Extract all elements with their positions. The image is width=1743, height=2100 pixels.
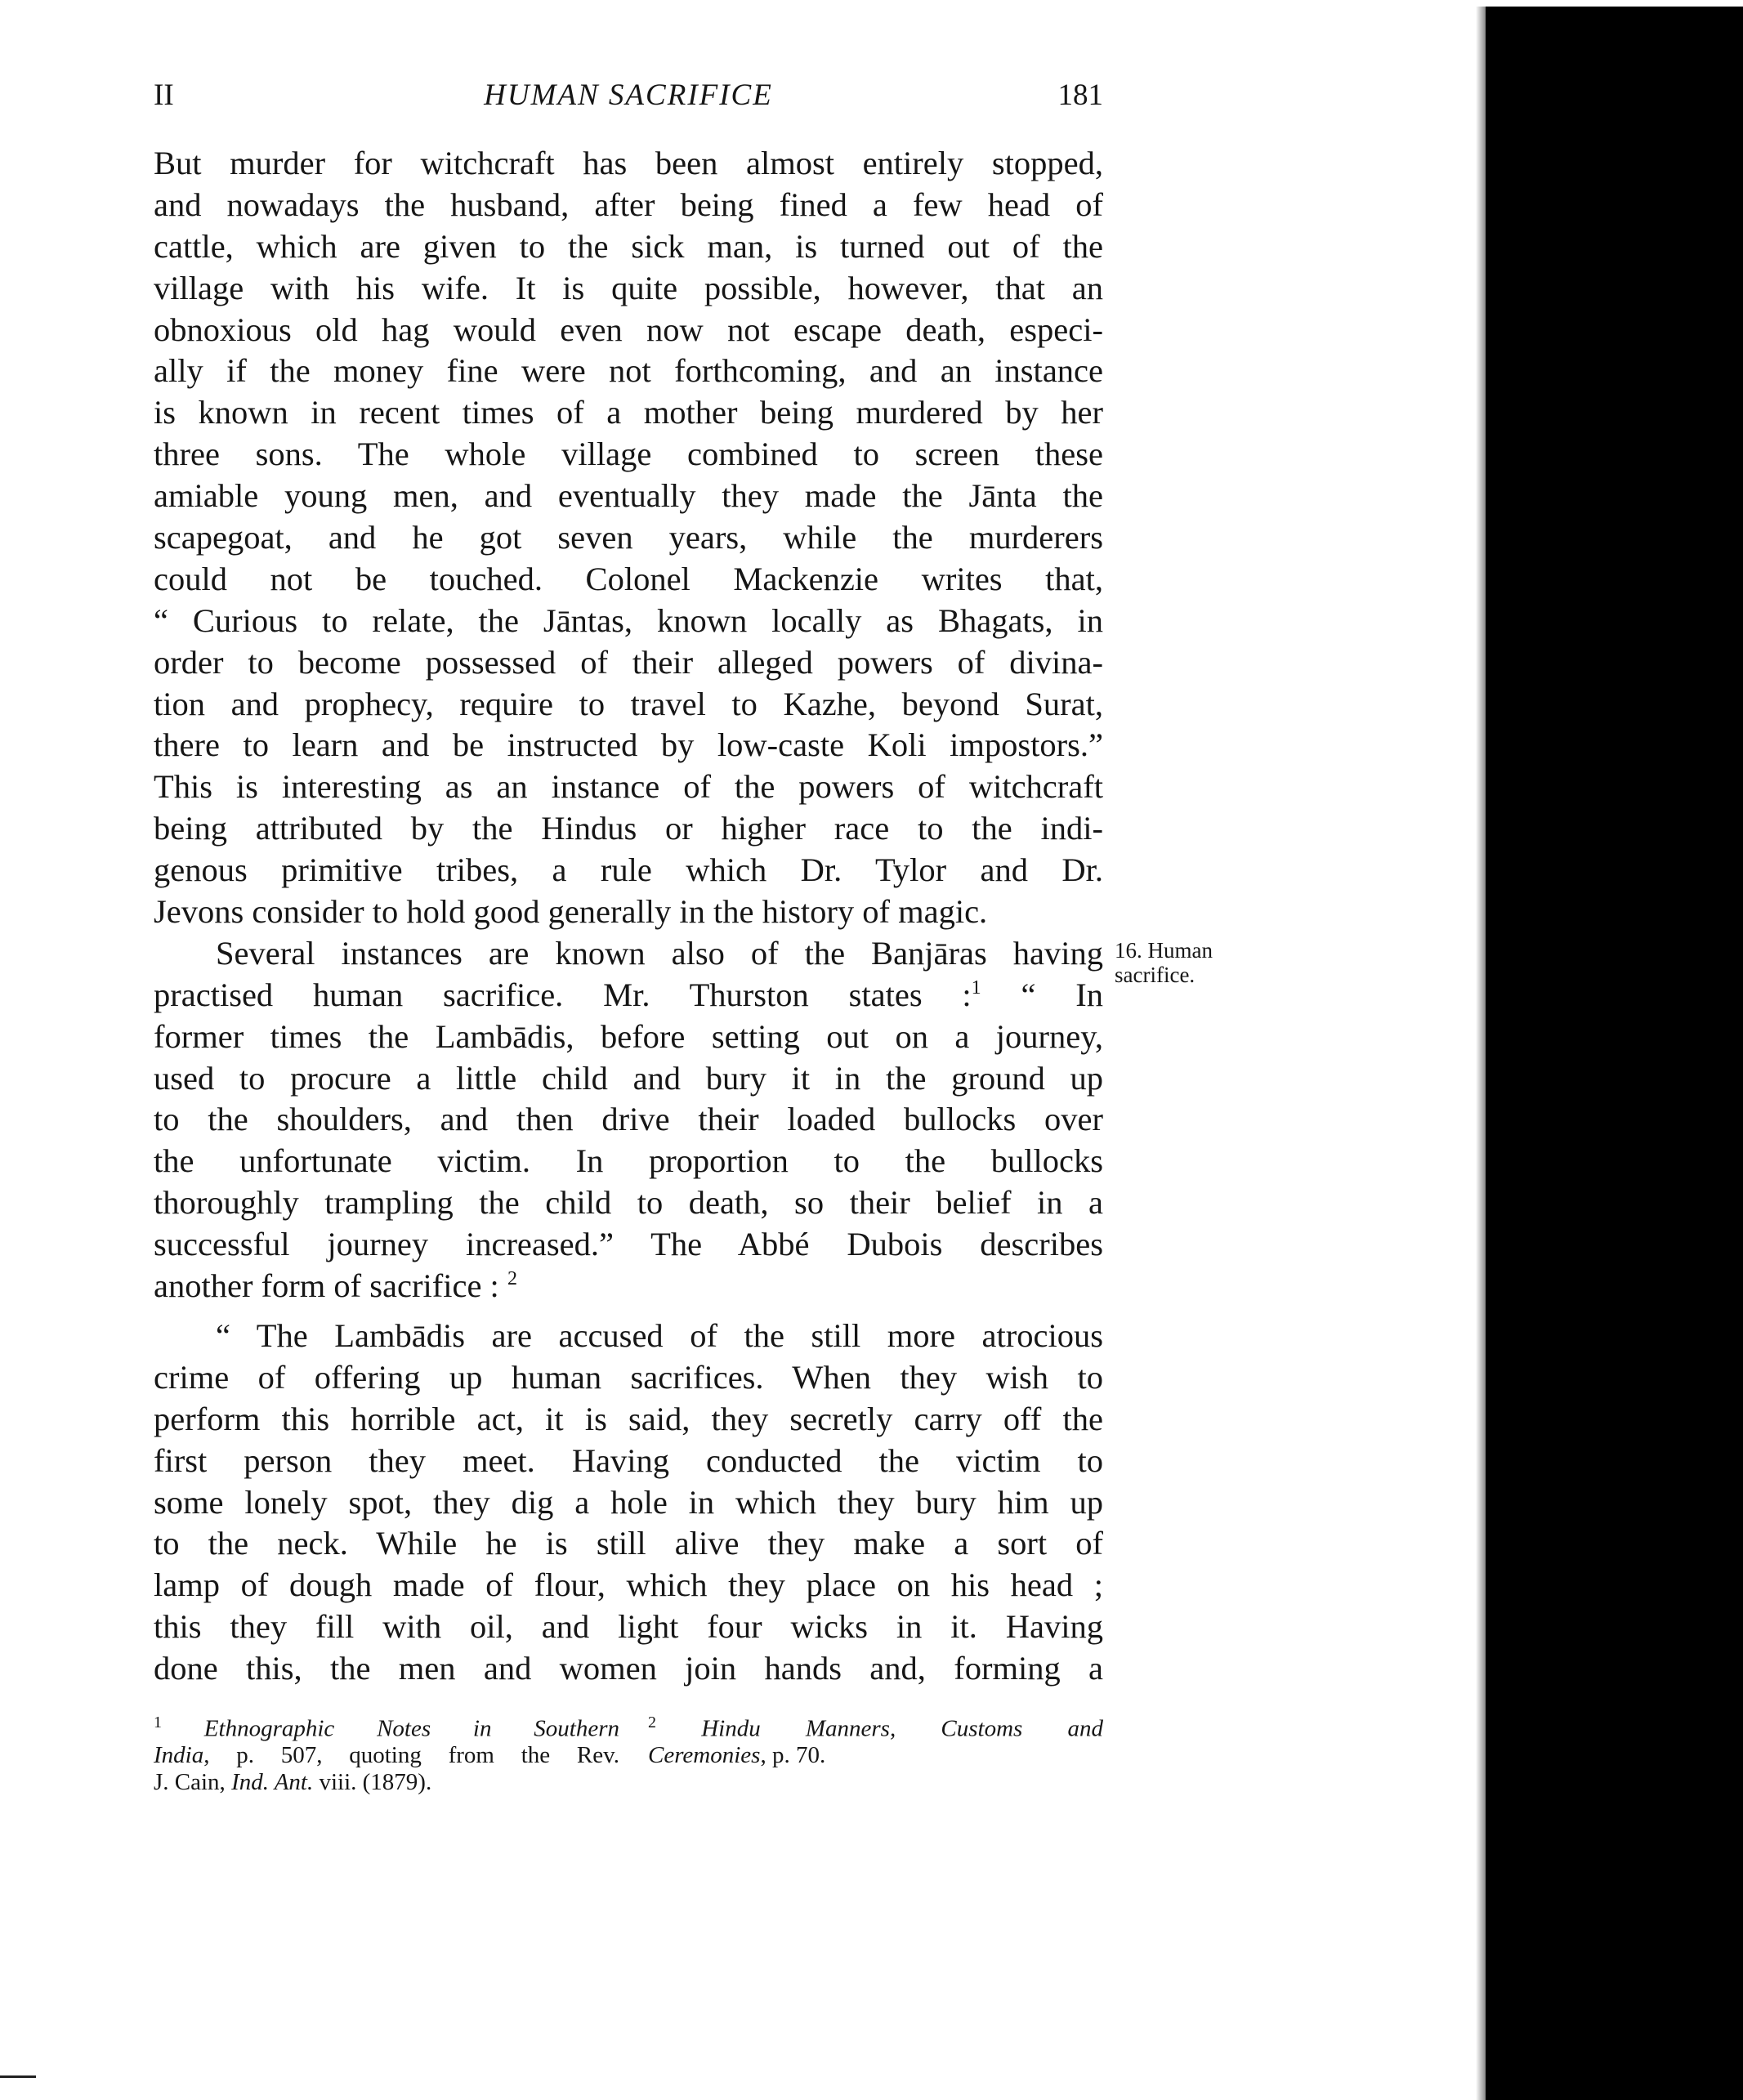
footnote-title: Hindu Manners, Customs and xyxy=(701,1715,1104,1742)
footnote-line xyxy=(154,1769,619,1796)
text-line: obnoxious old hag would even now not escape death, especi- xyxy=(154,311,1103,348)
footnote-text: , p. 507, quoting from the Rev. xyxy=(203,1742,619,1769)
footnote-line xyxy=(648,1709,1103,1742)
text-line: But murder for witchcraft has been almost entirely stopped, xyxy=(154,145,1103,181)
text-line: “ The Lambādis are accused of the still more atrocious xyxy=(216,1316,1103,1354)
text-line: done this, the men and women join hands and, forming a xyxy=(154,1650,1103,1687)
footnote-title-cont: Ceremonies xyxy=(648,1742,761,1769)
text-span: another form of sacrifice : xyxy=(154,1267,499,1305)
text-line: Jevons consider to hold good generally in the history of magic. xyxy=(154,893,988,931)
text-line: being attributed by the Hindus or higher race to the indi- xyxy=(154,810,1103,847)
running-head xyxy=(154,78,1103,118)
running-title: HUMAN SACRIFICE xyxy=(484,78,773,112)
footnote-line xyxy=(154,1742,619,1769)
footnote-mark: 1 xyxy=(154,1714,162,1731)
text-line: this they fill with oil, and light four wicks in it. Having xyxy=(154,1608,1103,1646)
footnote-1 xyxy=(154,1709,619,1795)
margin-note-line: sacrifice. xyxy=(1115,963,1196,987)
margin-note xyxy=(1115,938,1254,987)
footnote-line xyxy=(154,1709,619,1742)
margin-note-line: 16. Human xyxy=(1115,938,1213,963)
text-line: successful journey increased.” The Abbé Dubois describes xyxy=(154,1226,1103,1263)
text-line: to the neck. While he is still alive they make a sort of xyxy=(154,1525,1103,1562)
footnote-ref-1[interactable]: 1 xyxy=(971,976,981,999)
footnote-text: J. Cain, xyxy=(154,1768,232,1795)
text-line: is known in recent times of a mother being murdered by her xyxy=(154,394,1103,431)
paragraph-gap xyxy=(154,1307,1103,1316)
footnote-text: , p. 70. xyxy=(760,1742,826,1769)
text-line: cattle, which are given to the sick man, is turned out of the xyxy=(154,227,1103,265)
footnote-mark: 2 xyxy=(648,1714,656,1731)
text-span: practised human sacrifice. Mr. Thurston states : xyxy=(154,976,972,1013)
text-line: used to procure a little child and bury it in the ground up xyxy=(154,1059,1103,1097)
footnote-line xyxy=(648,1742,1103,1769)
text-line: Several instances are known also of the Banjāras having xyxy=(216,934,1103,972)
text-line xyxy=(154,1266,1103,1307)
text-line: crime of offering up human sacrifices. When they wish to xyxy=(154,1358,1103,1396)
text-line: This is interesting as an instance of the powers of witchcraft xyxy=(154,768,1103,806)
body-text xyxy=(154,143,1103,1690)
text-line xyxy=(154,975,1103,1016)
text-line: amiable young men, and eventually they made the Jānta the xyxy=(154,477,1103,515)
text-line: order to become possessed of their alleged powers of divina- xyxy=(154,643,1103,681)
footnote-text: viii. (1879). xyxy=(313,1768,432,1795)
text-line: scapegoat, and he got seven years, while the murderers xyxy=(154,519,1103,556)
text-line: genous primitive tribes, a rule which Dr. Tylor and Dr. xyxy=(154,851,1103,889)
text-line: could not be touched. Colonel Mackenzie writes that, xyxy=(154,560,1103,597)
scan-edge xyxy=(1486,7,1743,2100)
text-line: perform this horrible act, it is said, they secretly carry off the xyxy=(154,1400,1103,1437)
text-line: there to learn and be instructed by low-caste Koli impostors.” xyxy=(154,726,1103,764)
text-line: “ Curious to relate, the Jāntas, known locally as Bhagats, in xyxy=(154,601,1103,639)
text-line: three sons. The whole village combined to screen these xyxy=(154,436,1103,473)
text-line: lamp of dough made of flour, which they place on his head ; xyxy=(154,1566,1103,1604)
text-line: thoroughly trampling the child to death, so their belief in a xyxy=(154,1184,1103,1222)
text-line: tion and prophecy, require to travel to Kazhe, beyond Surat, xyxy=(154,685,1103,722)
text-line: village with his wife. It is quite possible, however, that an xyxy=(154,269,1103,306)
text-span: “ In xyxy=(981,976,1103,1013)
chapter-number: II xyxy=(154,78,174,112)
text-line: first person they meet. Having conducted the victim to xyxy=(154,1441,1103,1479)
text-line: former times the Lambādis, before setting out on a journey, xyxy=(154,1017,1103,1055)
footnote-ref-2[interactable]: 2 xyxy=(507,1268,517,1290)
footnote-2 xyxy=(648,1709,1103,1769)
page-number: 181 xyxy=(1057,78,1103,112)
footnote-title: Ethnographic Notes in Southern xyxy=(203,1715,619,1742)
scan-artifact xyxy=(0,2075,36,2078)
text-line: to the shoulders, and then drive their loaded bullocks over xyxy=(154,1101,1103,1138)
text-line: the unfortunate victim. In proportion to the bullocks xyxy=(154,1142,1103,1180)
text-line: and nowadays the husband, after being fined a few head of xyxy=(154,185,1103,223)
footnote-title-cont: India xyxy=(154,1742,204,1769)
text-line: ally if the money fine were not forthcoming, and an instance xyxy=(154,352,1103,390)
footnote-journal: Ind. Ant. xyxy=(231,1768,314,1795)
text-line: some lonely spot, they dig a hole in which they bury him up xyxy=(154,1483,1103,1521)
